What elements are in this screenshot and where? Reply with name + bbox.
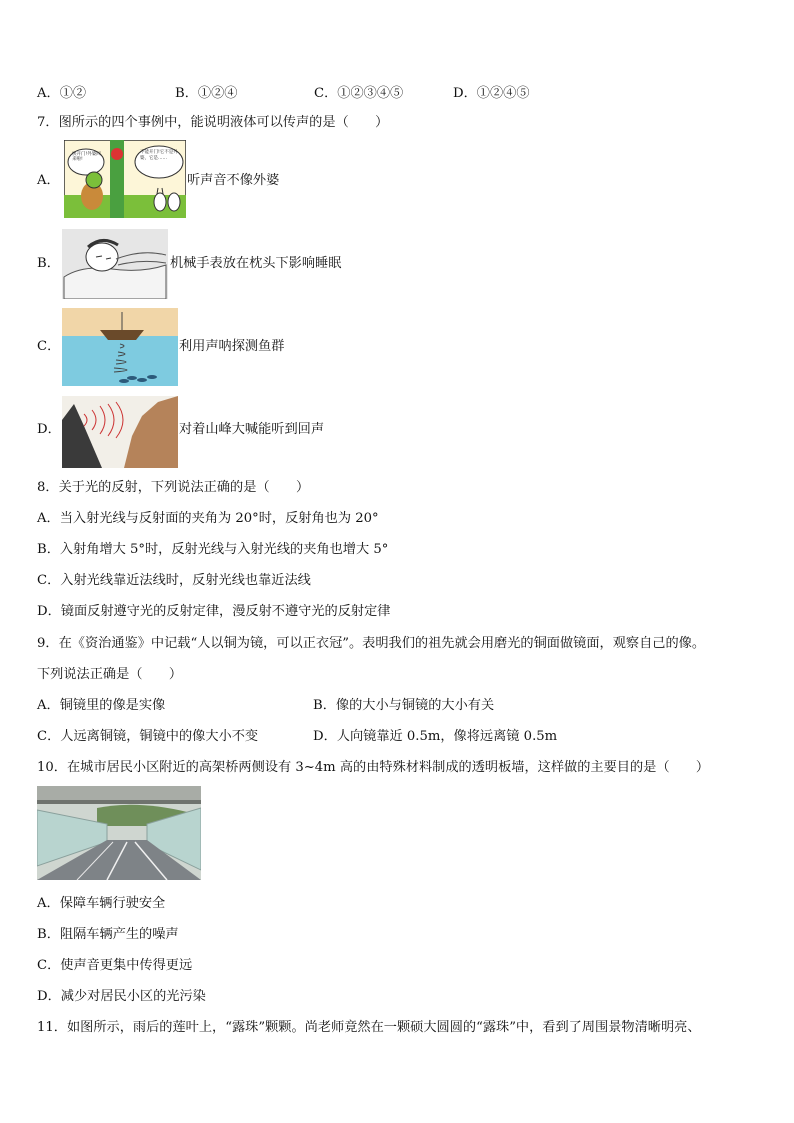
q8-option-b: B．入射角增大 5°时，反射光线与入射光线的夹角也增大 5° (37, 542, 389, 557)
q8-option-a: A．当入射光线与反射面的夹角为 20°时，反射角也为 20° (37, 511, 379, 526)
q6-option-b: B．①②④ (175, 86, 238, 101)
q8-stem: 8．关于光的反射，下列说法正确的是（ ） (37, 480, 310, 495)
q10-option-d: D．减少对居民小区的光污染 (37, 989, 206, 1004)
q7-option-b-letter: B． (37, 256, 60, 271)
q9-option-c: C．人远离铜镜，铜镜中的像大小不变 (37, 729, 259, 744)
q10-option-c: C．使声音更集中传得更远 (37, 958, 193, 973)
q10-option-a: A．保障车辆行驶安全 (37, 896, 166, 911)
q8-option-c: C．入射光线靠近法线时，反射光线也靠近法线 (37, 573, 311, 588)
q9-stem-line1: 9．在《资治通鉴》中记载“人以铜为镜，可以正衣冠”。表明我们的祖先就会用磨光的铜面做镜面，观察自己的像。 (37, 636, 706, 651)
q7-a-bubble-left: 快开门!外婆回来啦! (72, 152, 101, 162)
q7-image-a-cartoon (64, 140, 186, 218)
q7-image-d-echo (62, 396, 178, 468)
q7-a-bubble-right: 不能开门!它不是外婆，它是…… (140, 150, 178, 161)
q7-stem: 7．图所示的四个事例中，能说明液体可以传声的是（ ） (37, 115, 389, 130)
q6-option-c: C．①②③④⑤ (314, 86, 404, 101)
q9-option-a: A．铜镜里的像是实像 (37, 698, 166, 713)
q7-option-d-caption: 对着山峰大喊能听到回声 (179, 422, 325, 437)
q6-option-d: D．①②④⑤ (453, 86, 530, 101)
q9-stem-line2: 下列说法正确是（ ） (37, 667, 183, 682)
q7-image-b-sleeping (62, 229, 168, 299)
q9-option-d: D．人向镜靠近 0.5m，像将远离镜 0.5m (313, 729, 558, 744)
q10-stem: 10．在城市居民小区附近的高架桥两侧设有 3~4m 高的由特殊材料制成的透明板墙，这样做的主要目的是（ ） (37, 760, 710, 775)
q7-option-b-caption: 机械手表放在枕头下影响睡眠 (170, 256, 342, 271)
q7-option-d-letter: D． (37, 422, 61, 437)
q8-option-d: D．镜面反射遵守光的反射定律，漫反射不遵守光的反射定律 (37, 604, 391, 619)
q7-option-c-caption: 利用声呐探测鱼群 (179, 339, 285, 354)
q7-option-a-letter: A． (37, 173, 60, 188)
q9-option-b: B．像的大小与铜镜的大小有关 (313, 698, 495, 713)
q6-option-a: A．①② (37, 86, 87, 101)
q7-option-a-caption: 听声音不像外婆 (187, 173, 280, 188)
q11-stem: 11．如图所示，雨后的莲叶上，“露珠”颗颗。尚老师竟然在一颗硕大圆圆的“露珠”中，看到了周围景物清晰明亮、 (37, 1020, 701, 1035)
q7-option-c-letter: C． (37, 339, 61, 354)
q10-option-b: B．阻隔车辆产生的噪声 (37, 927, 179, 942)
q10-image-highway (37, 786, 201, 880)
q7-image-c-sonar (62, 308, 178, 386)
q6-options (37, 82, 757, 100)
